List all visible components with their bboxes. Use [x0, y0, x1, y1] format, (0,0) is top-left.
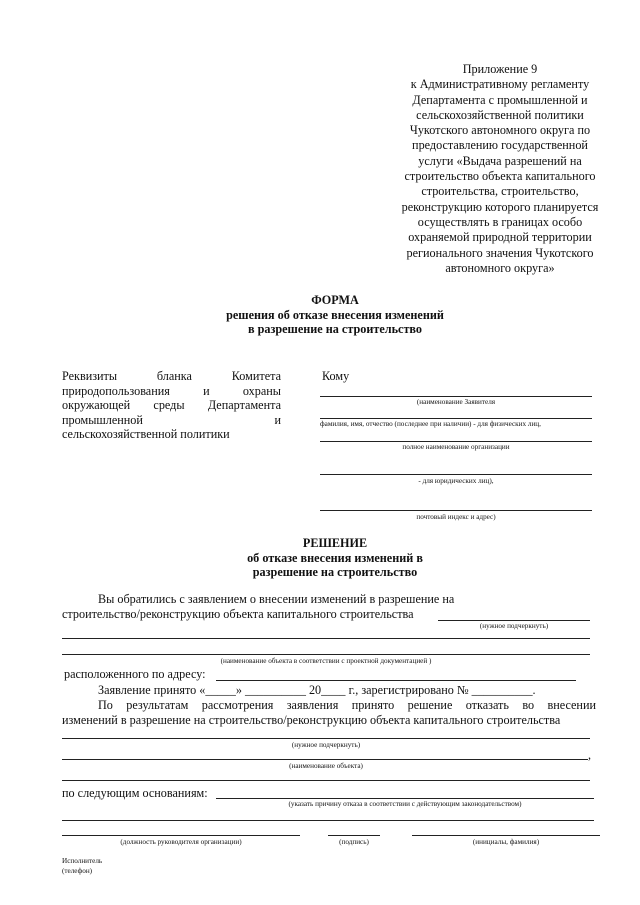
object-name-field-1[interactable]	[62, 638, 590, 639]
phone-label: (телефон)	[62, 867, 93, 875]
requisites-line: сельскохозяйственной политики	[62, 427, 230, 441]
requisites-line: Реквизиты бланка Комитета	[62, 369, 281, 383]
result-line-1: По результатам рассмотрения заявления принято решение отказать во внесении	[98, 698, 596, 712]
recipient-legal-field[interactable]	[320, 474, 592, 475]
application-accepted-line: Заявление принято «_____» __________ 20____ г., зарегистрировано № __________.	[98, 683, 536, 697]
decision-title-line: РЕШЕНИЕ	[302, 536, 368, 550]
executor-label: Исполнитель	[62, 857, 103, 865]
extra-field[interactable]	[62, 780, 590, 781]
appendix-line: строительства, строительство,	[421, 184, 579, 199]
form-title-line: в разрешение на строительство	[247, 322, 423, 336]
appendix-line: охраняемой природной территории	[408, 230, 592, 245]
recipient-label: Кому	[322, 369, 350, 383]
requisites-line: природопользования и охраны	[62, 383, 281, 398]
appendix-line: предоставлению государственной	[412, 138, 588, 153]
appendix-line: регионального значения Чукотского	[406, 245, 594, 260]
address-label: расположенного по адресу:	[64, 667, 206, 681]
appendix-line: Департамента с промышленной и	[412, 92, 588, 107]
request-line-1: Вы обратились с заявлением о внесении изменений в разрешение на	[98, 592, 455, 606]
result-line-2: изменений в разрешение на строительство/реконструкцию объекта капитального строительства	[62, 713, 561, 727]
position-field[interactable]	[62, 835, 300, 836]
recipient-address-field[interactable]	[320, 510, 592, 511]
appendix-line: автономного округа»	[445, 260, 555, 275]
caption-fio: фамилия, имя, отчество (последнее при наличии) - для физических лиц,	[320, 420, 541, 428]
caption-grounds: (указать причину отказа в соответствии с действующим законодательством)	[288, 800, 522, 808]
form-title-line: ФОРМА	[311, 293, 359, 307]
recipient-name-field[interactable]	[320, 396, 592, 397]
caption-object-name: (наименование объекта в соответствии с проектной документацией )	[220, 657, 432, 665]
appendix-line: Приложение 9	[462, 62, 538, 76]
grounds-label: по следующим основаниям:	[62, 786, 208, 800]
object-name-field-2[interactable]	[62, 654, 590, 655]
recipient-org-field[interactable]	[320, 441, 592, 442]
appendix-line: услуги «Выдача разрешений на	[418, 153, 582, 168]
form-title-line: решения об отказе внесения изменений	[226, 307, 444, 322]
appendix-line: Чукотского автономного округа по	[409, 123, 591, 138]
initials-field[interactable]	[412, 835, 600, 836]
address-field[interactable]	[216, 680, 576, 681]
requisites-line: окружающей среды Департамента	[62, 398, 281, 412]
form-title	[160, 293, 510, 337]
signature-field[interactable]	[328, 835, 380, 836]
recipient-fio-field[interactable]	[320, 418, 592, 419]
blank-requisites	[62, 369, 281, 442]
comma: ,	[588, 748, 592, 762]
grounds-field[interactable]	[216, 798, 594, 799]
object-field[interactable]	[62, 759, 588, 760]
caption-address: почтовый индекс и адрес)	[416, 513, 496, 521]
decision-title-line: разрешение на строительство	[252, 565, 418, 579]
requisites-line: промышленной и	[62, 412, 281, 427]
decision-title	[160, 536, 510, 580]
appendix-line: строительство объекта капитального	[404, 169, 596, 184]
appendix-line: к Административному регламенту	[410, 77, 590, 92]
grounds-field-2[interactable]	[62, 820, 594, 821]
caption-position: (должность руководителя организации)	[120, 838, 242, 846]
caption-applicant-name: (наименование Заявителя	[416, 398, 496, 406]
appendix-line: реконструкцию которого планируется	[401, 199, 599, 214]
appendix-note	[392, 62, 608, 276]
caption-underline-1: (нужное подчеркнуть)	[479, 622, 549, 630]
caption-legal: - для юридических лиц),	[418, 477, 494, 485]
caption-underline-2: (нужное подчеркнуть)	[291, 741, 361, 749]
appendix-line: сельскохозяйственной политики	[416, 107, 584, 122]
request-line-2: строительство/реконструкцию объекта капитального строительства	[62, 607, 414, 621]
caption-object: (наименование объекта)	[289, 762, 363, 770]
caption-org: полное наименование организации	[402, 443, 510, 451]
object-type-field[interactable]	[438, 620, 590, 621]
result-object-field[interactable]	[62, 738, 590, 739]
decision-title-line: об отказе внесения изменений в	[247, 550, 423, 565]
caption-initials: (инициалы, фамилия)	[472, 838, 540, 846]
appendix-line: осуществлять в границах особо	[417, 214, 583, 229]
caption-signature: (подпись)	[339, 838, 369, 846]
